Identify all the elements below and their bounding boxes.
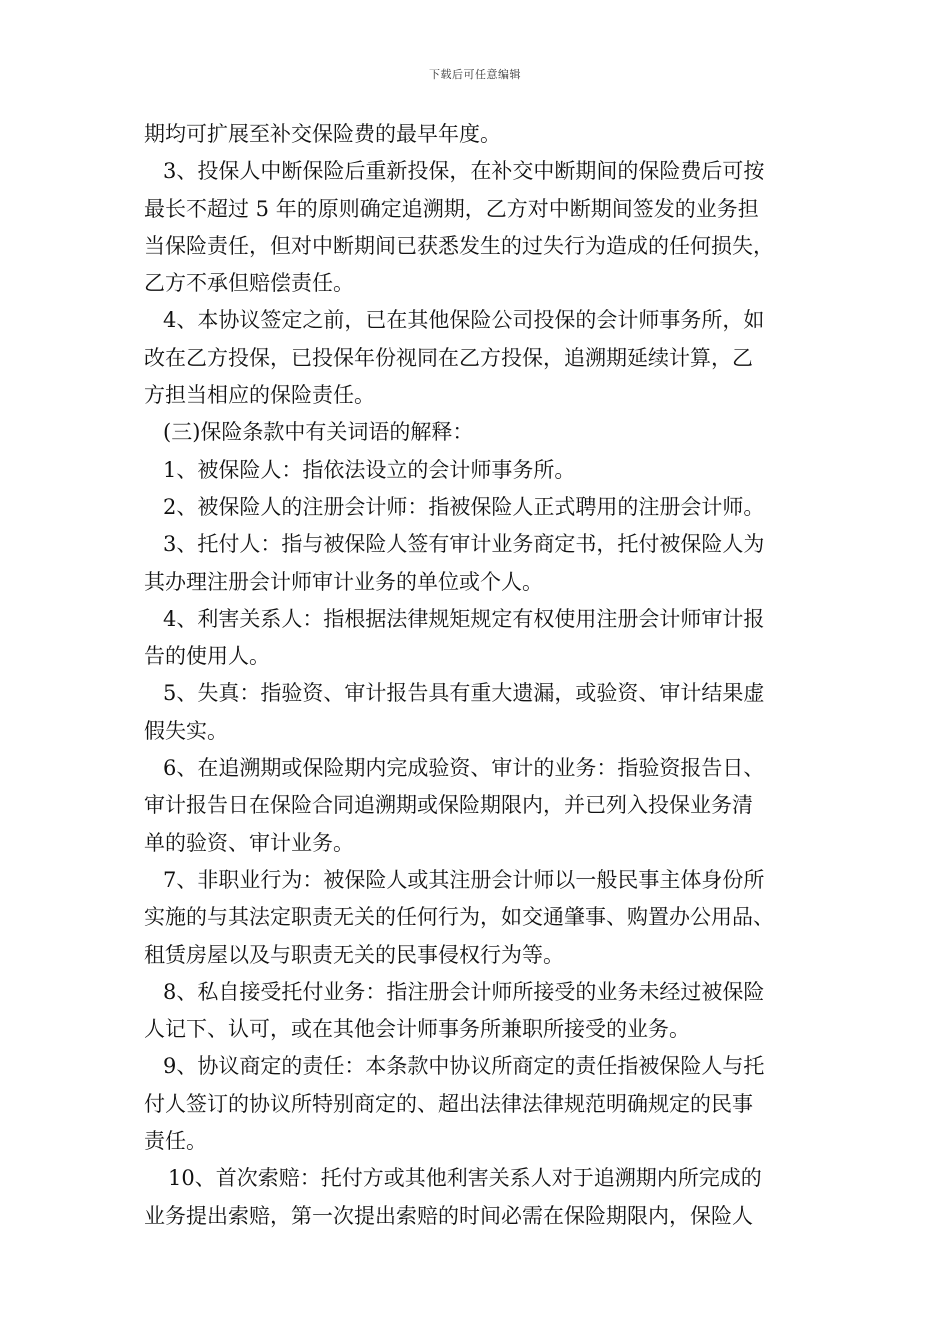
text-line: 7、非职业行为：被保险人或其注册会计师以一般民事主体身份所 [163,867,765,892]
text-line: 10、首次索赔：托付方或其他利害关系人对于追溯期内所完成的 [168,1166,762,1191]
text-line: 人记下、认可，或在其他会计师事务所兼职所接受的业务。 [144,1017,690,1042]
text-line: 2、被保险人的注册会计师：指被保险人正式聘用的注册会计师。 [163,494,765,519]
text-line: 6、在追溯期或保险期内完成验资、审计的业务：指验资报告日、 [163,756,765,781]
text-line: 其办理注册会计师审计业务的单位或个人。 [144,569,543,594]
text-line: 业务提出索赔，第一次提出索赔的时间必需在保险期限内，保险人 [144,1203,753,1228]
text-line: 当保险责任，但对中断期间已获悉发生的过失行为造成的任何损失， [144,233,774,258]
text-line: 8、私自接受托付业务：指注册会计师所接受的业务未经过被保险 [163,979,765,1004]
text-line: (三)保险条款中有关词语的解释： [163,420,474,445]
text-line: 期均可扩展至补交保险费的最早年度。 [144,122,501,146]
text-line: 告的使用人。 [144,644,270,669]
text-line: 乙方不承但赔偿责任。 [144,271,354,296]
text-line: 单的验资、审计业务。 [144,830,354,855]
text-line: 租赁房屋以及与职责无关的民事侵权行为等。 [144,942,564,967]
text-line: 9、协议商定的责任：本条款中协议所商定的责任指被保险人与托 [163,1054,765,1079]
text-line: 实施的与其法定职责无关的任何行为，如交通肇事、购置办公用品、 [144,905,774,930]
text-line: 3、托付人：指与被保险人签有审计业务商定书，托付被保险人为 [163,532,765,557]
text-line: 1、被保险人：指依法设立的会计师事务所。 [163,457,576,482]
text-line: 3、投保人中断保险后重新投保，在补交中断期间的保险费后可按 [163,159,765,184]
text-line: 改在乙方投保，已投保年份视同在乙方投保，追溯期延续计算，乙 [144,345,753,370]
text-line: 5、失真：指验资、审计报告具有重大遗漏，或验资、审计结果虚 [163,681,765,706]
text-line: 4、利害关系人：指根据法律规矩规定有权使用注册会计师审计报 [163,606,765,631]
text-line: 审计报告日在保险合同追溯期或保险期限内，并已列入投保业务清 [144,793,753,818]
text-line: 最长不超过 5 年的原则确定追溯期，乙方对中断期间签发的业务担 [144,196,759,221]
body-text [144,116,820,1235]
text-line: 4、本协议签定之前，已在其他保险公司投保的会计师事务所，如 [163,308,765,333]
text-line: 责任。 [144,1129,207,1154]
text-line: 方担当相应的保险责任。 [144,383,375,408]
text-line: 假失实。 [144,718,228,743]
text-line: 付人签订的协议所特别商定的、超出法律法律规范明确规定的民事 [144,1091,753,1116]
page-header: 下载后可任意编辑 [429,68,521,81]
